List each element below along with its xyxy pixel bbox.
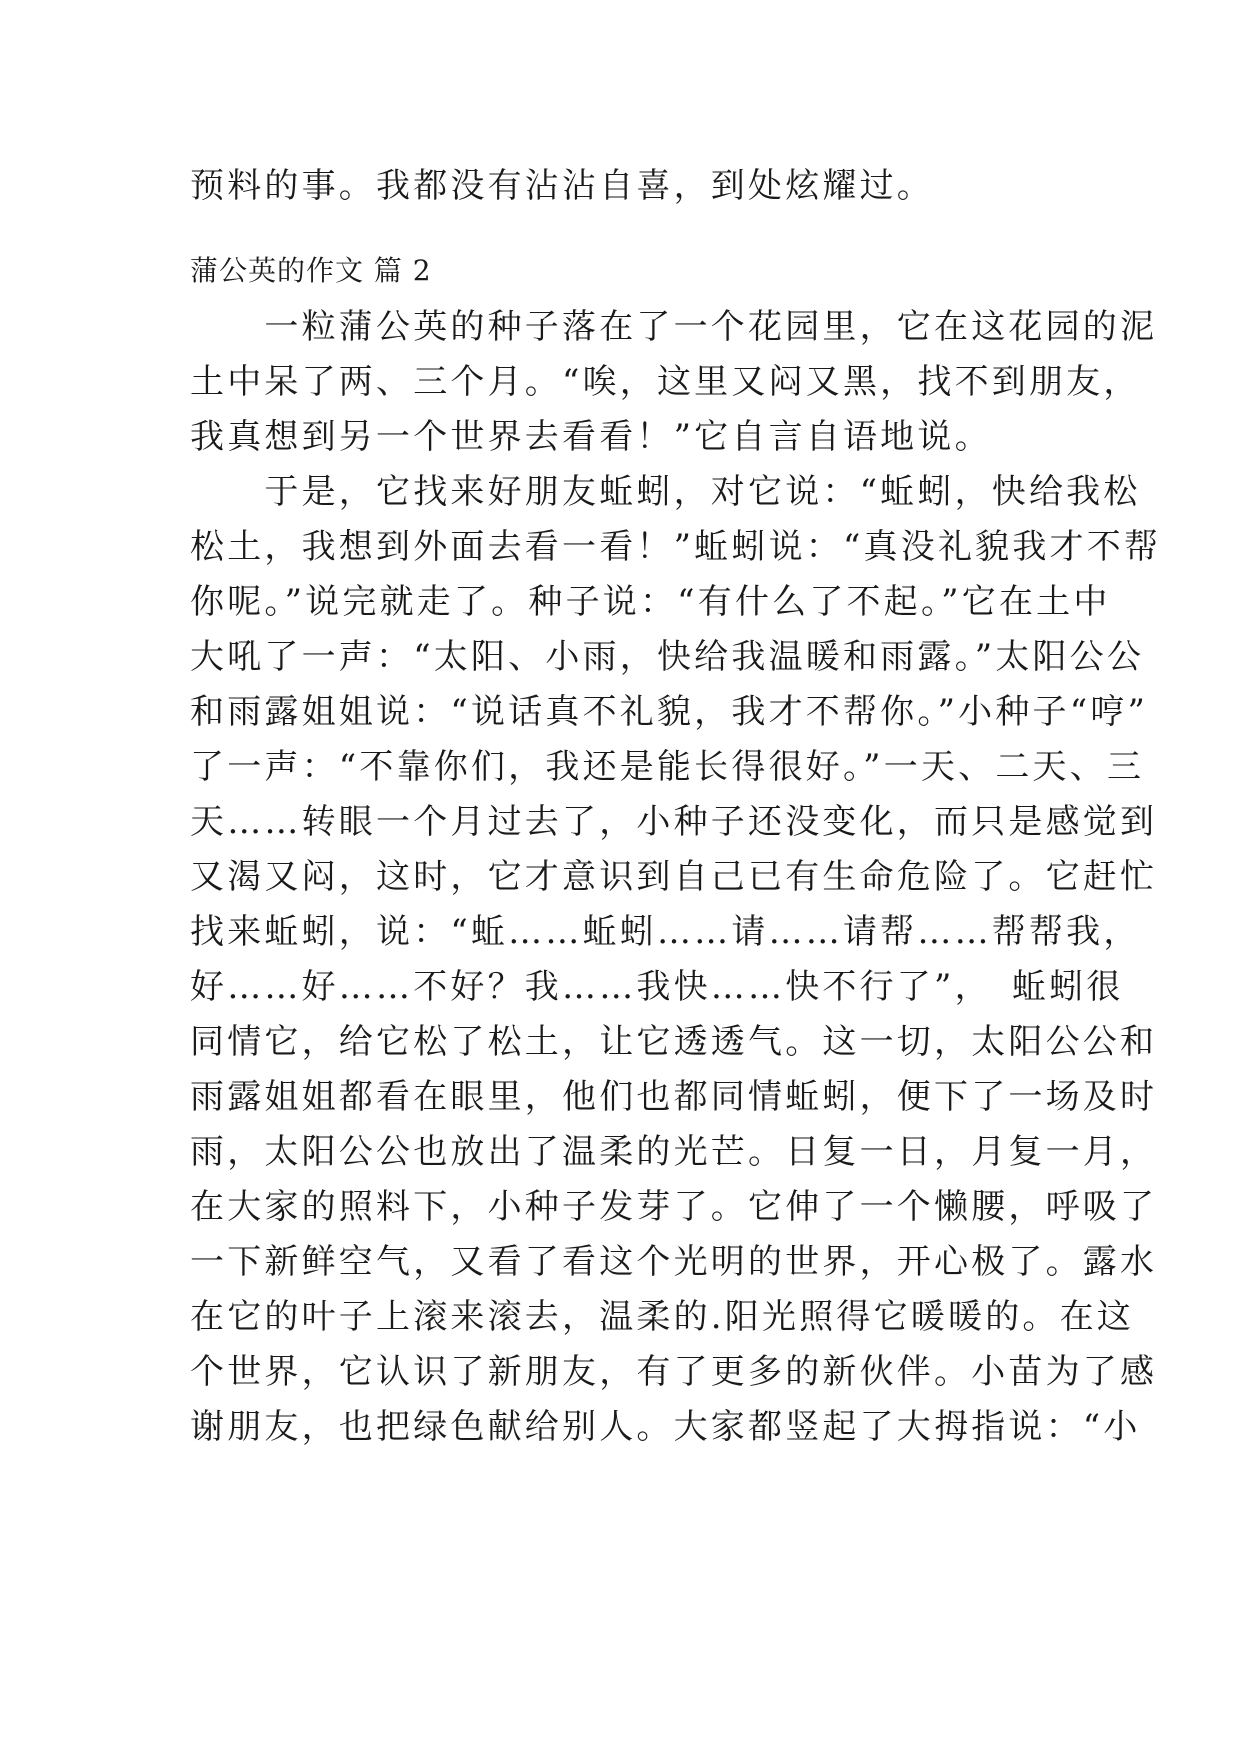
- text-line: 了一声：“不靠你们，我还是能长得很好。”一天、二天、三: [190, 747, 1145, 787]
- text-line: 我真想到另一个世界去看看！”它自言自语地说。: [190, 417, 992, 457]
- text-line: 一下新鲜空气，又看了看这个光明的世界，开心极了。露水: [190, 1242, 1158, 1282]
- text-line: 雨，太阳公公也放出了温柔的光芒。日复一日，月复一月，: [190, 1132, 1158, 1172]
- text-line: 谢朋友，也把绿色献给别人。大家都竖起了大拇指说：“小: [190, 1407, 1141, 1447]
- text-line: 又渴又闷，这时，它才意识到自己已有生命危险了。它赶忙: [190, 857, 1158, 897]
- text-line: 天……转眼一个月过去了，小种子还没变化，而只是感觉到: [190, 802, 1158, 842]
- section-heading: 蒲公英的作文 篇 2: [190, 254, 432, 287]
- text-line: 一粒蒲公英的种子落在了一个花园里，它在这花园的泥: [190, 307, 1158, 347]
- text-line: 和雨露姐姐说：“说话真不礼貌，我才不帮你。”小种子“哼”: [190, 692, 1149, 732]
- text-line: 好……好……不好？我……我快……快不行了”， 蚯蚓很: [190, 967, 1124, 1007]
- text-line: 于是，它找来好朋友蚯蚓，对它说：“蚯蚓，快给我松: [190, 472, 1141, 512]
- text-line: 你呢。”说完就走了。种子说：“有什么了不起。”它在土中: [190, 582, 1111, 622]
- text-line-fragment: 预料的事。我都没有沾沾自喜，到处炫耀过。: [190, 166, 934, 206]
- text-line: 在它的叶子上滚来滚去，温柔的.阳光照得它暖暖的。在这: [190, 1297, 1135, 1337]
- text-line: 松土，我想到外面去看一看！”蚯蚓说：“真没礼貌我才不帮: [190, 527, 1162, 567]
- text-line: 雨露姐姐都看在眼里，他们也都同情蚯蚓，便下了一场及时: [190, 1077, 1158, 1117]
- text-line: 土中呆了两、三个月。“唉，这里又闷又黑，找不到朋友，: [190, 362, 1141, 402]
- text-line: 在大家的照料下，小种子发芽了。它伸了一个懒腰，呼吸了: [190, 1187, 1158, 1227]
- text-line: 同情它，给它松了松土，让它透透气。这一切，太阳公公和: [190, 1022, 1158, 1062]
- text-line: 大吼了一声：“太阳、小雨，快给我温暖和雨露。”太阳公公: [190, 637, 1145, 677]
- text-line: 找来蚯蚓，说：“蚯……蚯蚓……请……请帮……帮帮我，: [190, 912, 1141, 952]
- text-line: 个世界，它认识了新朋友，有了更多的新伙伴。小苗为了感: [190, 1352, 1158, 1392]
